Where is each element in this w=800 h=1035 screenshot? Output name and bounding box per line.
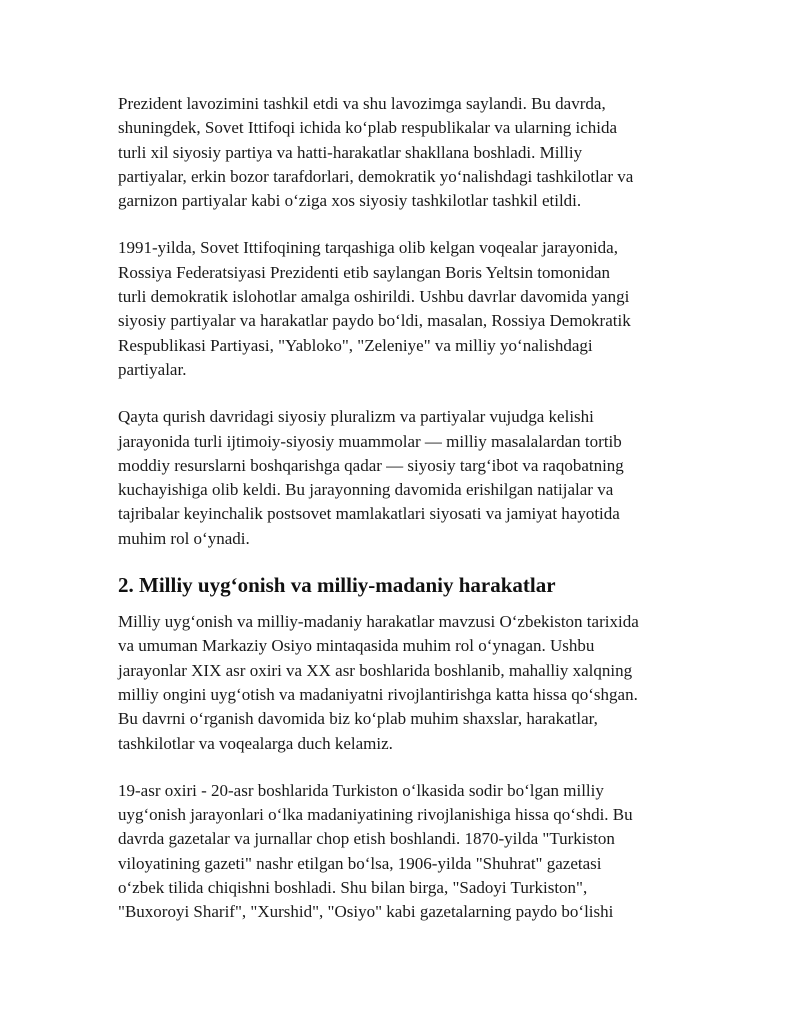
section-heading: 2. Milliy uyg‘onish va milliy-madaniy harakatlar	[118, 573, 556, 598]
paragraph-pluralism: Qayta qurish davridagi siyosiy pluralizm va partiyalar vujudga kelishi jarayonida turli ijtimoiy-siyosiy muammolar — milliy masalalardan tortib moddiy resurslarni boshqarishga qadar — siyosiy targ‘ibot va raqobatning kuchayishiga olib keldi. Bu jarayonning davomida erishilgan natijalar va tajribalar keyinchalik postsovet mamlakatlari siyosati va jamiyat hayotida muhim rol o‘ynadi.	[118, 407, 624, 548]
document-page	[118, 92, 698, 948]
paragraph-president-post: Prezident lavozimini tashkil etdi va shu lavozimga saylandi. Bu davrda, shuningdek, Sovet Ittifoqi ichida ko‘plab respublikalar va ularning ichida turli xil siyosiy partiya va hatti-harakatlar shakllana boshladi. Milliy partiyalar, erkin bozor tarafdorlari, demokratik yo‘nalishdagi tashkilotlar va garnizon partiyalar kabi o‘ziga xos siyosiy tashkilotlar tashkil etildi.	[118, 94, 634, 211]
paragraph-turkestan-press: 19-asr oxiri - 20-asr boshlarida Turkiston o‘lkasida sodir bo‘lgan milliy uyg‘onish jarayonlari o‘lka madaniyatining rivojlanishiga hissa qo‘shdi. Bu davrda gazetalar va jurnallar chop etish boshlandi. 1870-yilda "Turkiston viloyatining gazeti" nashr etilgan bo‘lsa, 1906-yilda "Shuhrat" gazetasi o‘zbek tilida chiqishni boshladi. Shu bilan birga, "Sadoyi Turkiston", "Buxoroyi Sharif", "Xurshid", "Osiyo" kabi gazetalarning paydo bo‘lishi	[118, 780, 633, 922]
paragraph-national-awakening: Milliy uyg‘onish va milliy-madaniy harakatlar mavzusi O‘zbekiston tarixida va umuman Markaziy Osiyo mintaqasida muhim rol o‘ynagan. Ushbu jarayonlar XIX asr oxiri va XX asr boshlarida boshlanib, mahalliy xalqning milliy ongini uyg‘otish va madaniyatni rivojlantirishga katta hissa qo‘shgan. Bu davrni o‘rganish davomida biz ko‘plab muhim shaxslar, harakatlar, tashkilotlar va voqealarga duch kelamiz.	[118, 612, 639, 753]
paragraph-1991-reforms: 1991-yilda, Sovet Ittifoqining tarqashiga olib kelgan voqealar jarayonida, Rossiya Federatsiyasi Prezidenti etib saylangan Boris Yeltsin tomonidan turli demokratik islohotlar amalga oshirildi. Ushbu davrlar davomida yangi siyosiy partiyalar va harakatlar paydo bo‘ldi, masalan, Rossiya Demokratik Respublikasi Partiyasi, "Yabloko", "Zeleniye" va milliy yo‘nalishdagi partiyalar.	[118, 238, 631, 379]
